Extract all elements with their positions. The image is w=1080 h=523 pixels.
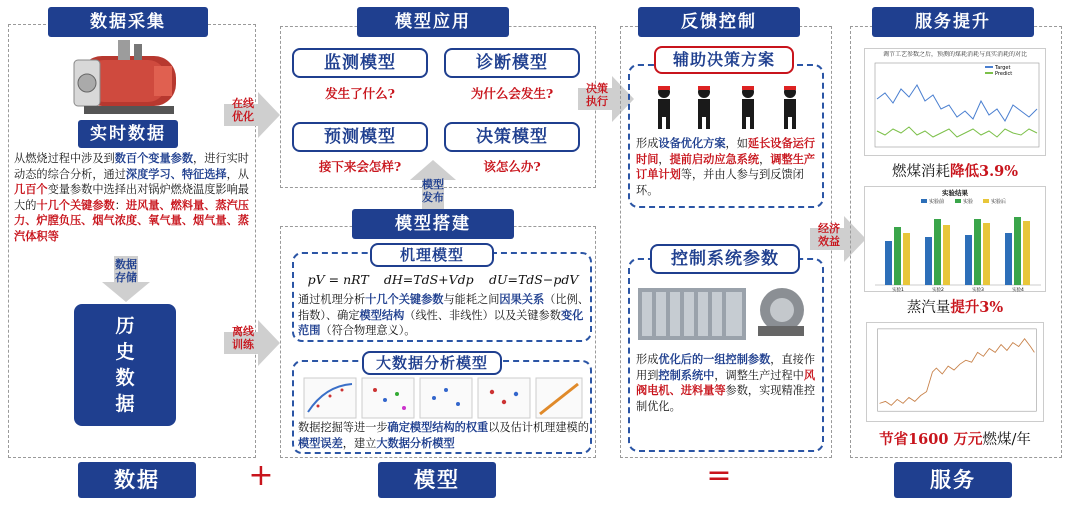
mechanism-formulas (300, 272, 586, 287)
realtime-data-text-run: 从燃烧过程中涉及到 (14, 152, 115, 165)
control-params-text-run: 风阀电机、进料量等 (636, 367, 816, 397)
chart2-bar (903, 233, 910, 285)
chart1-target-line (877, 85, 1037, 121)
assist-decision-text-run: 提前启动应急系统 (669, 151, 760, 166)
bigdata-scatter-images (300, 376, 586, 420)
control-params-title: 控制系统参数 (650, 244, 800, 274)
assist-decision-text-run: 设备优化方案 (658, 136, 726, 150)
control-params-text-run: ，直接作用到 (636, 353, 816, 382)
section-title-feedback-control: 反馈控制 (638, 7, 800, 37)
predict-question: 接下来会怎样? (318, 159, 402, 174)
chart2-legend-after: 实验后 (991, 199, 1007, 205)
chart2-category-label: 实验4 (1012, 288, 1024, 293)
realtime-data-title: 实时数据 (78, 120, 178, 148)
control-params-text-run: ，调整生产过程中 (714, 368, 804, 382)
bigdata-model-text-run: 模型误差 (298, 435, 343, 450)
section-title-data-collection: 数据采集 (48, 7, 208, 37)
chart1-legend-predict: Predict (995, 71, 1013, 77)
control-hardware-image (636, 280, 816, 342)
realtime-data-text-run: 进风量、燃料量、蒸汽压力、炉膛负压、烟气浓度、氧气量、烟气量、蒸汽体积等 (14, 197, 249, 243)
monitor-question: 发生了什么? (325, 86, 395, 101)
chart1-legend-target: Target (995, 65, 1011, 71)
offline-train-label: 离线训练 (232, 325, 254, 351)
saving-result (856, 428, 1054, 449)
chart2-category-label: 实验3 (972, 288, 984, 293)
formula-enthalpy: dH=TdS+Vdp (383, 272, 474, 287)
coal-result-run: 降低3.9% (949, 163, 1018, 180)
formula-internal-energy: dU=TdS−pdV (488, 272, 579, 287)
control-params-text-run: 控制系统中 (658, 367, 715, 382)
realtime-data-text-run: ，从 (226, 167, 249, 181)
chart2-legend-during: 实验 (963, 199, 974, 205)
mechanism-model-text-run: （符合物理意义）。 (320, 324, 416, 337)
chart2-title: 实验结果 (942, 189, 968, 197)
assist-decision-text-run: ， (658, 152, 670, 166)
coal-result (864, 160, 1046, 181)
decision-question: 该怎么办? (483, 159, 541, 174)
realtime-data-text-run: 十几个关键参数 (36, 197, 115, 212)
boiler-image (70, 36, 188, 120)
assist-decision-text-run: 调整生产订单计划 (636, 151, 816, 181)
mechanism-model-text-run: 通过机理分析 (298, 293, 366, 306)
chart3-line (880, 339, 1035, 406)
chart2-category-label: 实验1 (892, 288, 904, 293)
chart2-bar (894, 227, 901, 285)
monitor-model: 监测模型 (292, 48, 428, 78)
online-optimize-label: 在线优化 (232, 97, 254, 123)
history-data-title: 历史数据 (115, 315, 135, 415)
chart1-predict-line (877, 127, 1037, 137)
econ-benefit-label: 经济效益 (818, 222, 840, 248)
assist-decision-text-run: 等，并由人参与到反馈闭环。 (636, 168, 804, 197)
equals-sign: = (706, 458, 732, 493)
savings-trend-chart (866, 322, 1044, 422)
bigdata-model-text-run: 大数据分析模型 (376, 435, 455, 450)
assist-decision-title: 辅助决策方案 (654, 46, 794, 74)
mechanism-model-text-run: 因果关系 (499, 292, 545, 306)
steam-result-run: 蒸汽量 (906, 300, 951, 316)
bigdata-model-text (298, 420, 590, 451)
steam-result-run: 提升3% (950, 299, 1004, 316)
control-params-text-run: 参数，实现精准控制优化。 (636, 384, 816, 413)
workers-image (646, 84, 810, 130)
chart2-bar (885, 241, 892, 285)
chart2-bar (974, 219, 981, 285)
chart2-category-label: 实验2 (932, 288, 944, 293)
section-title-model-build: 模型搭建 (352, 209, 514, 239)
steam-experiment-chart (864, 186, 1046, 292)
assist-decision-text-run: ， (759, 152, 771, 166)
realtime-data-text-run: ，进行实时动态的综合分析，通过 (14, 152, 249, 181)
realtime-data-text-run: 几百个 (14, 182, 48, 196)
assist-decision-text-run: 延长设备运行时间 (636, 136, 816, 166)
control-params-text-run: 形成 (636, 353, 659, 366)
chart2-legend-before: 实验前 (929, 199, 945, 205)
realtime-data-text-run: 变量参数中选择出对锅炉燃烧温度影响最大的 (14, 183, 249, 212)
chart2-bar (983, 223, 990, 285)
bigdata-model-text-run: ，建立 (342, 436, 377, 450)
bigdata-model-text-run: 确定模型结构的权重 (387, 420, 489, 434)
chart2-bar (1023, 221, 1030, 285)
chart2-bar (965, 235, 972, 285)
chart2-bar (943, 225, 950, 285)
chart2-bar (925, 237, 932, 285)
decision-model: 决策模型 (444, 122, 580, 152)
coal-result-run: 燃煤消耗 (891, 164, 950, 180)
assist-decision-text (636, 136, 818, 198)
predict-model: 预测模型 (292, 122, 428, 152)
assist-decision-text-run: 形成 (636, 137, 659, 150)
control-params-text-run: 优化后的一组控制参数 (658, 352, 771, 366)
mechanism-model-text-run: （线性、非线性）以及关键参数 (404, 308, 561, 322)
data-storage-label: 数据存储 (115, 258, 137, 284)
chart2-bar (1014, 217, 1021, 285)
chart2-plot (865, 197, 1047, 293)
mechanism-model-text (298, 292, 590, 339)
decision-exec-label: 决策执行 (586, 82, 608, 108)
section-title-model-application: 模型应用 (357, 7, 509, 37)
diagnose-model: 诊断模型 (444, 48, 580, 78)
chart1-plot (865, 59, 1047, 155)
saving-result-run: 节省1600 万元 (879, 431, 983, 448)
realtime-data-text-run: ： (114, 198, 126, 212)
bottom-data-label: 数据 (78, 462, 196, 498)
steam-result (864, 296, 1046, 317)
assist-decision-text-run: ，如 (725, 137, 748, 150)
diagnose-question: 为什么会发生? (470, 86, 554, 101)
chart2-bar (934, 219, 941, 285)
formula-ideal-gas: pV = nRT (307, 272, 369, 287)
mechanism-model-text-run: （比例、指数）、确定 (298, 293, 589, 322)
bigdata-model-title: 大数据分析模型 (362, 351, 502, 375)
bigdata-model-text-run: 数据挖掘等进一步 (298, 421, 388, 434)
mechanism-model-text-run: 变化范围 (298, 307, 584, 337)
bigdata-model-text-run: 以及估计机理建模的 (488, 421, 589, 434)
realtime-data-text-run: 数百个变量参数 (114, 151, 194, 165)
control-params-text (636, 352, 818, 414)
mechanism-model-text-run: 模型结构 (359, 307, 405, 322)
realtime-data-text (14, 151, 252, 244)
coal-consumption-chart (864, 48, 1046, 156)
plus-sign: + (248, 458, 274, 493)
saving-result-run: 燃煤/年 (982, 432, 1031, 448)
bottom-service-label: 服务 (894, 462, 1012, 498)
mechanism-model-text-run: 十几个关键参数 (365, 292, 444, 306)
chart2-bar (1005, 233, 1012, 285)
model-release-label: 模型发布 (422, 178, 444, 204)
mechanism-model-title: 机理模型 (370, 243, 494, 267)
bottom-model-label: 模型 (378, 462, 496, 498)
section-title-service: 服务提升 (872, 7, 1034, 37)
chart1-title: 调节工艺参数之后，预测的煤耗消耗与真实消耗的对比 (882, 51, 1027, 58)
mechanism-model-text-run: 与能耗之间 (443, 293, 500, 306)
realtime-data-text-run: 深度学习、特征选择 (125, 166, 227, 181)
